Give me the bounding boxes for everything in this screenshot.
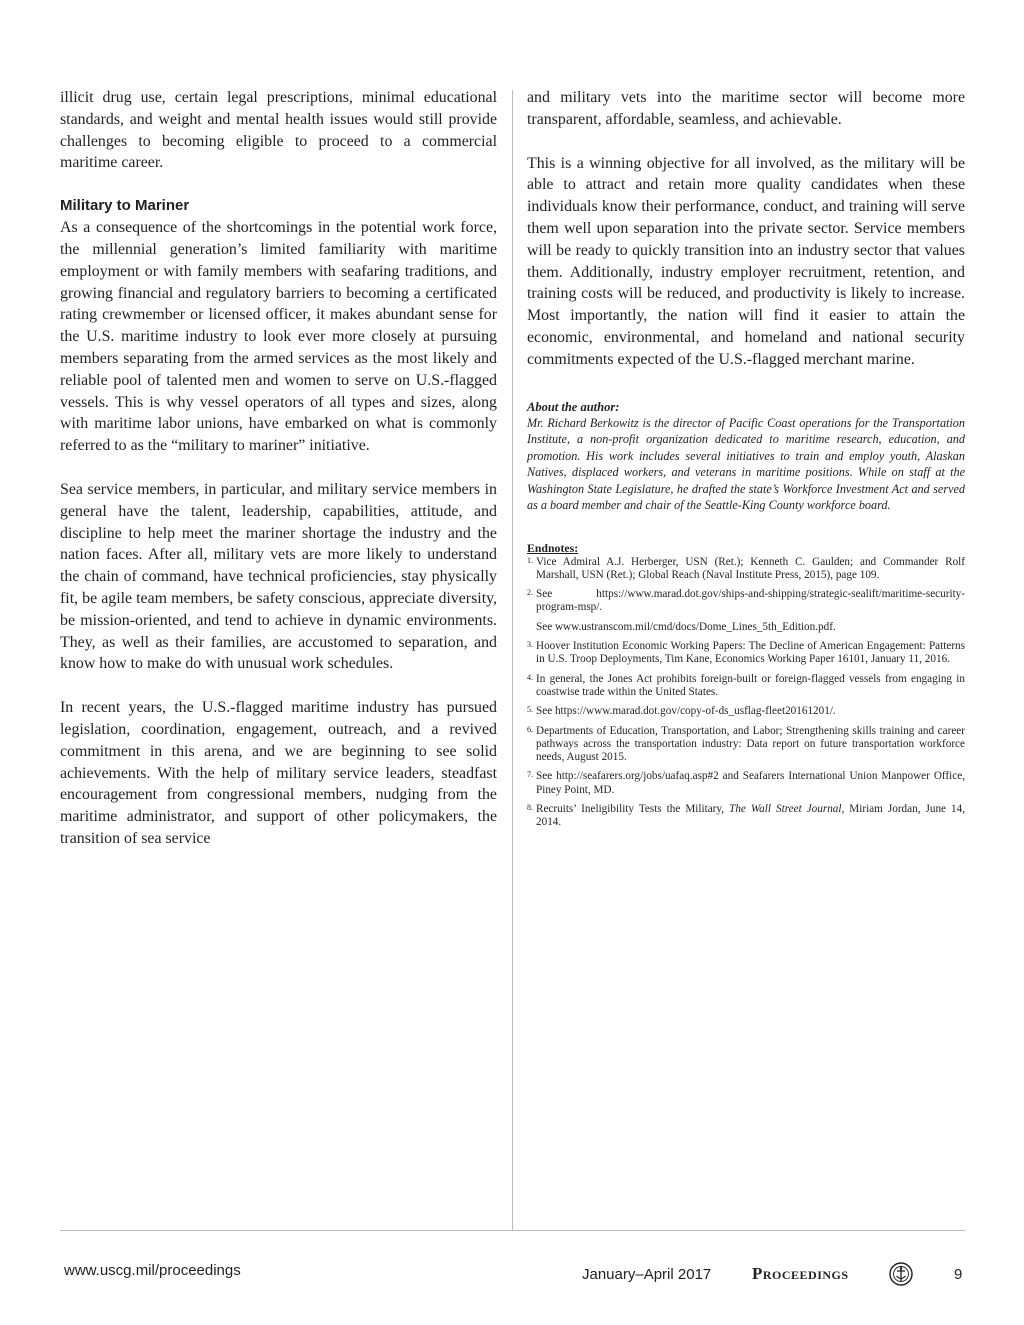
endnote-text: In general, the Jones Act prohibits foreign-built or foreign-flagged vessels from engaging in coastwise trade within the United States. — [536, 672, 965, 698]
endnote-text: See www.ustranscom.mil/cmd/docs/Dome_Lines_5th_Edition.pdf. — [536, 620, 836, 633]
uscg-seal-icon — [889, 1262, 913, 1286]
footer-rule — [60, 1230, 965, 1231]
endnote-number: 2. — [527, 588, 533, 598]
endnote-text-part: , Miriam Jordan, June 14, 2014. — [536, 803, 966, 829]
intro-paragraph: illicit drug use, certain legal prescriptions, minimal educational standards, and weight and mental health issues would still provide challenges to becoming eligible to proceed to a commercial maritime career. — [60, 89, 497, 172]
body-paragraph: This is a winning objective for all involved, as the military will be able to attract and retain more quality candidates when these individuals know their performance, conduct, and training will serve them well upon separation into the private sector. Service members will be ready to quickly transition into an industry sector that values them. Additionally, industry employer recruitment, retention, and training costs will be reduced, and productivity is likely to increase. Most importantly, the nation will find it easier to attain the economic, environmental, and homeland and national security commitments expected of the U.S.-flagged merchant marine. — [527, 154, 965, 368]
section-heading: Military to Mariner — [60, 197, 190, 215]
body-paragraph: Sea service members, in particular, and military service members in general have the talent, leadership, capabilities, attitude, and discipline to help meet the mariner shortage the industry and the nation faces. After all, military vets are more likely to understand the chain of command, have technical proficiencies, stay physically fit, be agile team members, be safety conscious, appreciate diversity, be mission-oriented, and tend to achieve in dynamic environments. They, as well as their families, are accustomed to separation, and know how to make do with unusual work schedules. — [60, 480, 497, 673]
endnote — [527, 803, 965, 830]
endnote-number: 4. — [527, 672, 533, 682]
endnote-text — [536, 803, 965, 830]
endnote — [527, 640, 965, 667]
endnote-number: 6. — [527, 724, 533, 734]
endnote-text: See https://www.marad.dot.gov/copy-of-ds_usflag-fleet20161201/. — [536, 705, 836, 718]
endnote — [527, 588, 965, 615]
left-column — [60, 87, 497, 850]
endnote — [527, 705, 965, 718]
page-number: 9 — [954, 1266, 963, 1283]
endnote — [527, 621, 965, 634]
endnote-number: 8. — [527, 803, 533, 813]
journal-title: The Wall Street Journal — [729, 803, 842, 816]
publication-name: Proceedings — [752, 1264, 849, 1283]
endnote-text: Departments of Education, Transportation, and Labor; Strengthening skills training and career pathways across the transportation industry: Data report on future transportation workforce needs, August 2015. — [536, 724, 965, 764]
about-author-text: Mr. Richard Berkowitz is the director of Pacific Coast operations for the Transportation Institute, a non-profit organization dedicated to maritime research, education, and promotion. His work includes several initiatives to train and employ youth, Alaskan Natives, displaced workers, and veterans in maritime positions. While on staff at the Washington State Legislature, he drafted the state’s Workforce Investment Act and served as a board member and chair of the Seattle-King County workforce board. — [527, 415, 965, 513]
endnote-text: Vice Admiral A.J. Herberger, USN (Ret.); Kenneth C. Gaulden; and Commander Rolf Marshall, USN (Ret.); Global Reach (Naval Institute Press, 2015), page 109. — [536, 555, 965, 581]
endnote-text: Hoover Institution Economic Working Papers: The Decline of American Engagement: Patterns in U.S. Troop Deployments, Tim Kane, Economics Working Paper 16101, January 11, 2016. — [536, 640, 965, 666]
body-paragraph: and military vets into the maritime sector will become more transparent, affordable, seamless, and achievable. — [527, 89, 965, 128]
about-author-heading: About the author: — [527, 399, 620, 414]
endnotes-list — [527, 556, 965, 830]
endnote-text-part: Recruits’ Ineligibility Tests the Military, — [536, 803, 730, 816]
column-divider — [512, 90, 513, 1230]
body-paragraph: In recent years, the U.S.-flagged maritime industry has pursued legislation, coordination, engagement, outreach, and a revived commitment in this arena, and we are beginning to see solid achievements. With the help of military service leaders, steadfast encouragement from congressional members, nudging from the maritime administrator, and support of other policymakers, the transition of sea service — [60, 699, 497, 847]
endnote-number: 3. — [527, 640, 533, 650]
endnote — [527, 673, 965, 700]
right-column — [527, 87, 965, 836]
endnote — [527, 725, 965, 765]
footer-url[interactable]: www.uscg.mil/proceedings — [64, 1262, 241, 1279]
footer-date: January–April 2017 — [582, 1266, 712, 1283]
endnote-text: See http://seafarers.org/jobs/uafaq.asp#2 and Seafarers International Union Manpower Office, Piney Point, MD. — [536, 770, 965, 796]
endnote — [527, 556, 965, 583]
endnote-number: 7. — [527, 770, 533, 780]
endnote-number: 5. — [527, 705, 533, 715]
endnote-number: 1. — [527, 555, 533, 565]
body-paragraph: As a consequence of the shortcomings in the potential work force, the millennial generation’s limited familiarity with maritime employment or with family members with seafaring traditions, and growing financial and regulatory barriers to becoming a certificated rating crewmember or licensed officer, it makes abundant sense for the U.S. maritime industry to look ever more closely at pursuing members separating from the armed services as the most likely and reliable pool of talented men and women to serve on U.S.-flagged vessels. This is why vessel operators of all types and sizes, along with maritime labor unions, have embarked on what is commonly referred to as the “military to mariner” initiative. — [60, 219, 497, 455]
endnote — [527, 770, 965, 797]
endnote-text: See https://www.marad.dot.gov/ships-and-shipping/strategic-sealift/maritime-security-program-msp/. — [536, 588, 965, 614]
endnotes-heading: Endnotes: — [527, 540, 579, 555]
